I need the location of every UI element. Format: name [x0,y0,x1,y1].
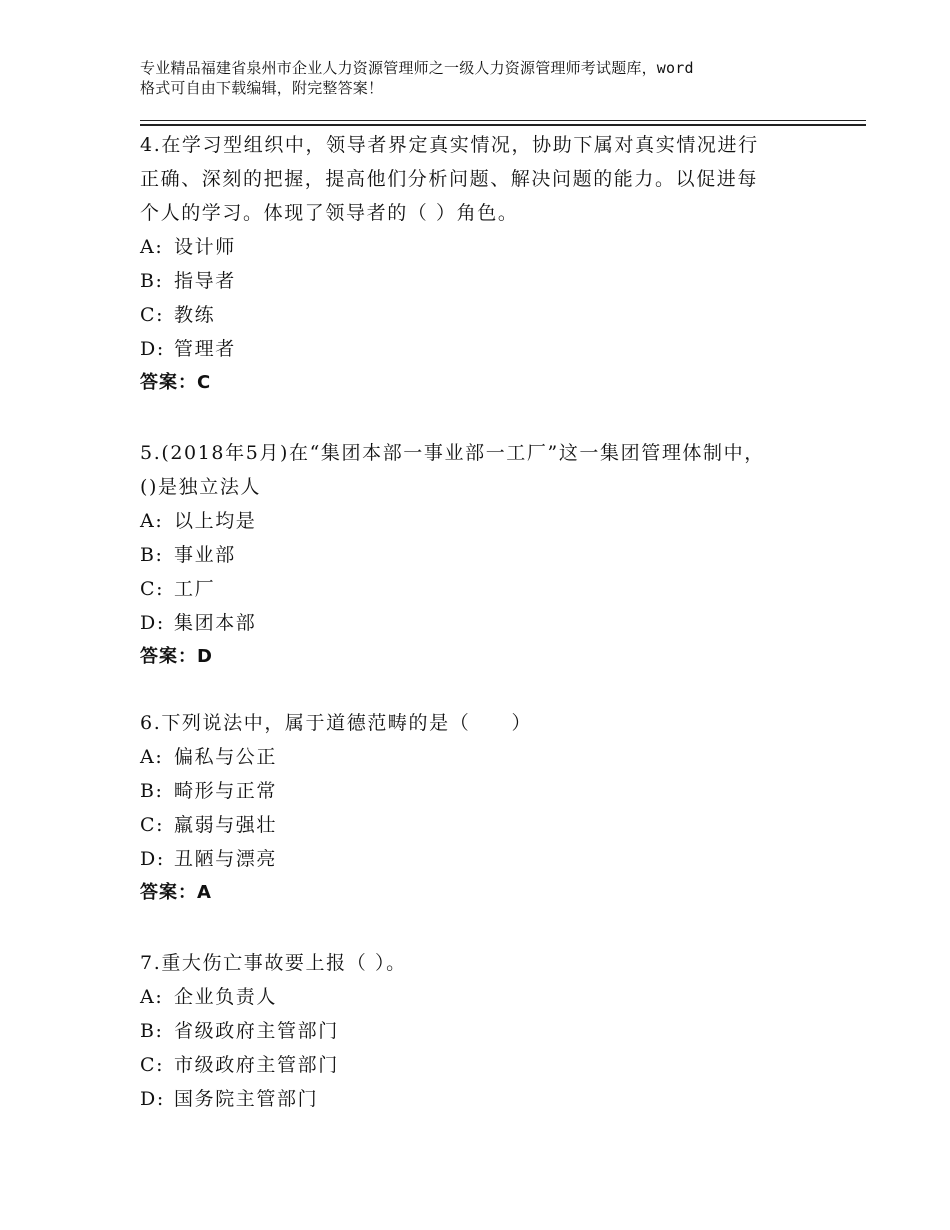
option-text: 集团本部 [174,612,257,634]
option-letter: D: [140,1088,165,1110]
question-5 [140,436,820,674]
stem-line: ()是独立法人 [140,476,262,498]
option-letter: B: [140,780,164,802]
document-header [140,58,840,98]
answer-label: 答案：C [140,372,212,393]
option-text: 丑陋与漂亮 [174,848,278,870]
option-text: 国务院主管部门 [174,1088,319,1110]
option-d [140,1082,820,1116]
option-d [140,332,820,366]
header-divider-thick [140,124,866,126]
option-text: 以上均是 [174,510,257,532]
option-letter: B: [140,270,164,292]
question-stem [140,946,820,980]
answer-label: 答案：D [140,646,213,667]
option-c [140,572,820,606]
option-text: 指导者 [174,270,236,292]
option-a [140,980,820,1014]
option-letter: B: [140,544,164,566]
stem-line: 7.重大伤亡事故要上报（ ）。 [140,952,407,974]
question-4 [140,128,820,400]
stem-line: 4.在学习型组织中，领导者界定真实情况，协助下属对真实情况进行 [140,134,759,156]
option-b [140,1014,820,1048]
option-text: 事业部 [174,544,236,566]
option-text: 偏私与公正 [174,746,278,768]
question-7 [140,946,820,1116]
option-c [140,298,820,332]
option-text: 省级政府主管部门 [174,1020,339,1042]
option-a [140,230,820,264]
header-divider-thin [140,120,866,121]
stem-line: 个人的学习。体现了领导者的（ ）角色。 [140,202,519,224]
option-b [140,774,820,808]
option-letter: D: [140,848,165,870]
question-stem [140,128,820,230]
option-letter: B: [140,1020,164,1042]
option-a [140,504,820,538]
header-line-2: 格式可自由下载编辑，附完整答案！ [140,79,384,97]
option-letter: A: [140,746,164,768]
option-text: 工厂 [174,578,216,600]
option-b [140,264,820,298]
option-letter: C: [140,814,165,836]
option-text: 市级政府主管部门 [174,1054,339,1076]
option-text: 设计师 [174,236,236,258]
option-b [140,538,820,572]
option-letter: C: [140,1054,165,1076]
option-letter: A: [140,510,164,532]
option-letter: C: [140,304,165,326]
question-stem [140,706,820,740]
option-text: 管理者 [174,338,236,360]
option-d [140,842,820,876]
option-text: 畸形与正常 [174,780,278,802]
option-a [140,740,820,774]
option-text: 教练 [174,304,216,326]
option-c [140,1048,820,1082]
answer-label: 答案：A [140,882,212,903]
option-letter: D: [140,612,165,634]
option-letter: C: [140,578,165,600]
option-text: 企业负责人 [174,986,278,1008]
header-line-1: 专业精品福建省泉州市企业人力资源管理师之一级人力资源管理师考试题库，word [140,59,694,77]
option-d [140,606,820,640]
question-6 [140,706,820,910]
option-letter: A: [140,986,164,1008]
stem-line: 6.下列说法中，属于道德范畴的是（ ） [140,712,533,734]
stem-line: 正确、深刻的把握，提高他们分析问题、解决问题的能力。以促进每 [140,168,759,190]
option-text: 羸弱与强壮 [174,814,278,836]
option-letter: A: [140,236,164,258]
option-letter: D: [140,338,165,360]
option-c [140,808,820,842]
stem-line: 5.(2018年5月)在“集团本部一事业部一工厂”这一集团管理体制中， [140,442,765,464]
question-stem [140,436,820,504]
